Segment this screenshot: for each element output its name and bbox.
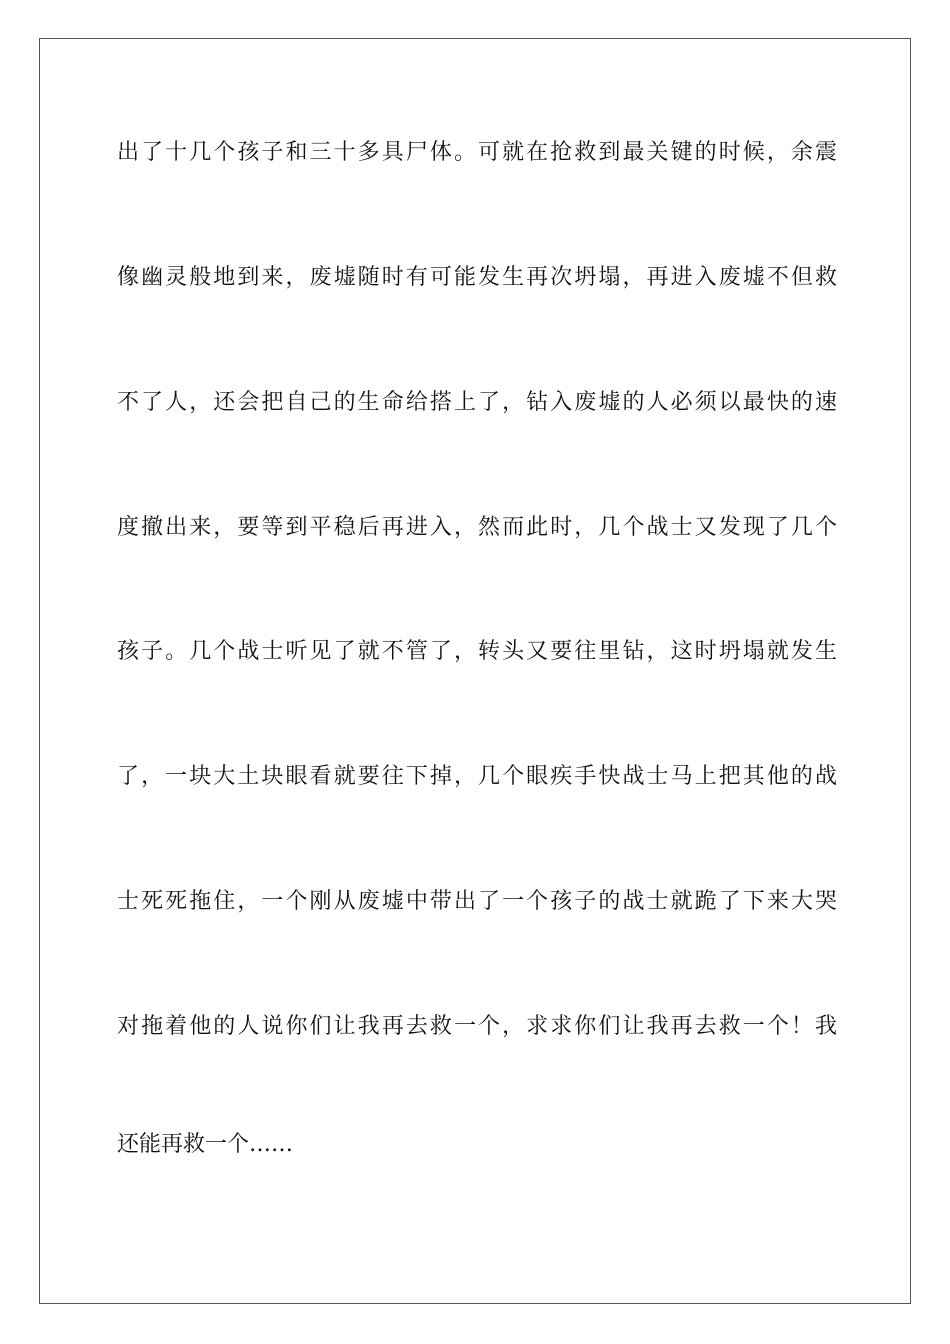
paragraph-line: 度撤出来，要等到平稳后再进入，然而此时，几个战士又发现了几个 — [117, 515, 837, 540]
paragraph-line: 孩子。几个战士听见了就不管了，转头又要往里钻，这时坍塌就发生 — [117, 639, 837, 664]
paragraph-line: 士死死拖住，一个刚从废墟中带出了一个孩子的战士就跪了下来大哭 — [117, 889, 837, 914]
paragraph-line: 对拖着他的人说你们让我再去救一个，求求你们让我再去救一个！我 — [117, 1014, 837, 1039]
paragraph-line-last: 还能再救一个…… — [117, 1132, 294, 1157]
paragraph-line: 了，一块大土块眼看就要往下掉，几个眼疾手快战士马上把其他的战 — [117, 764, 837, 789]
page-border — [39, 38, 911, 1304]
paragraph-line: 像幽灵般地到来，废墟随时有可能发生再次坍塌，再进入废墟不但救 — [117, 265, 837, 290]
paragraph-line: 不了人，还会把自己的生命给搭上了，钻入废墟的人必须以最快的速 — [117, 390, 837, 415]
paragraph-line: 出了十几个孩子和三十多具尸体。可就在抢救到最关键的时候，余震 — [117, 140, 837, 165]
